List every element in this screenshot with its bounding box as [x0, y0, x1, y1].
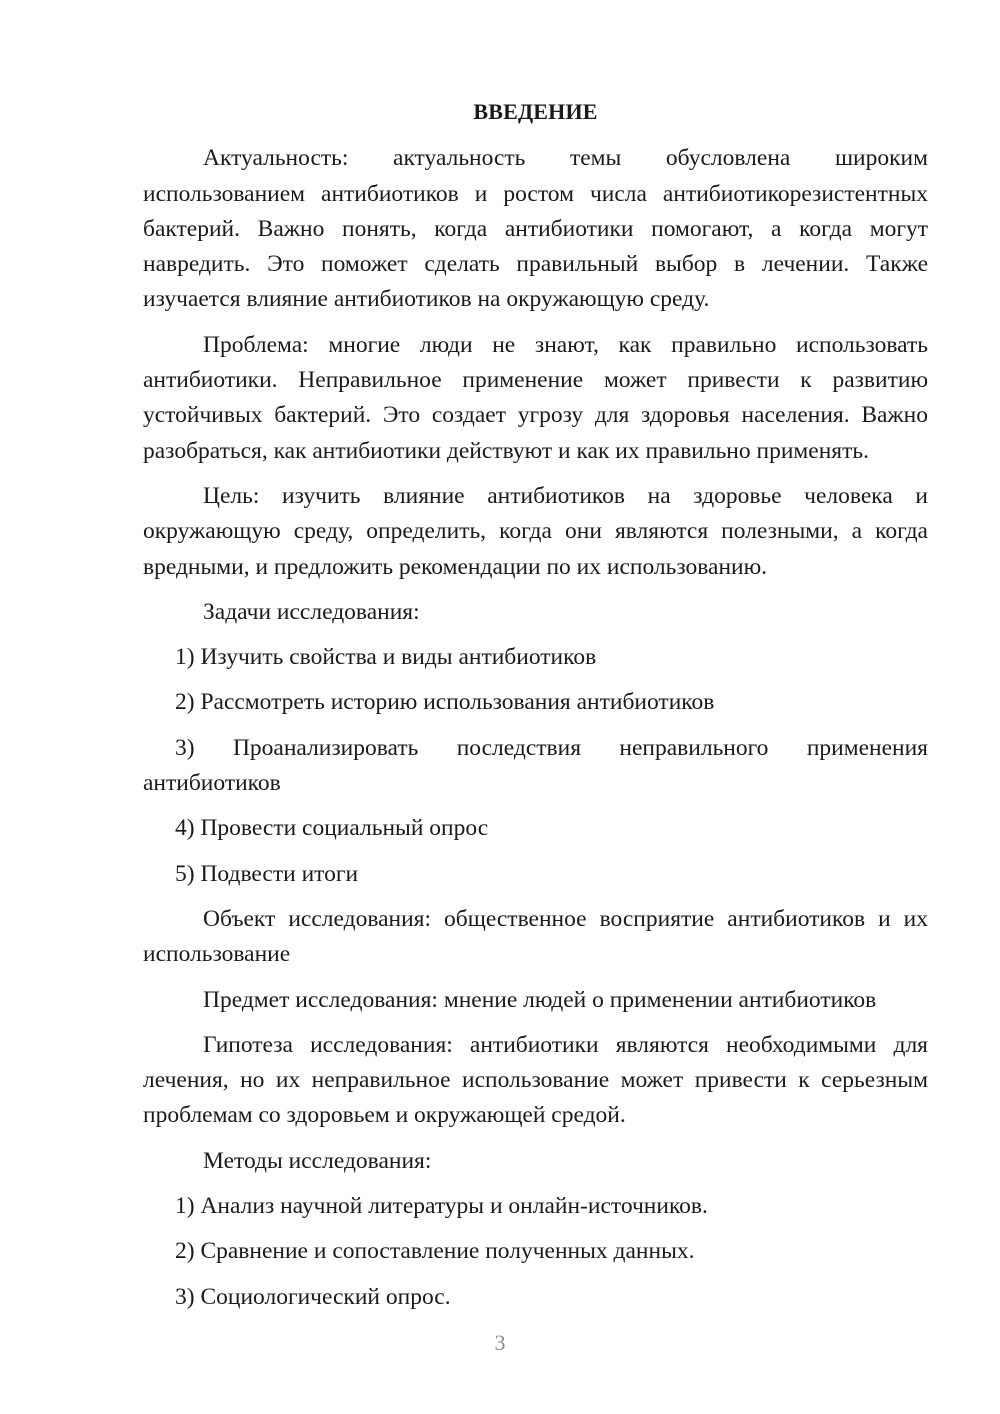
problem-paragraph: Проблема: многие люди не знают, как правильно использовать антибиотики. Неправильное применение может привести к развитию устойчивых бактерий. Это создает угрозу для здоровья населения. Важно разобраться, как антибиотики действуют и как их правильно применять.: [143, 331, 928, 464]
relevance-paragraph: Актуальность: актуальность темы обусловлена широким использованием антибиотиков и ростом числа антибиотикорезистентных бактерий. Важно понять, когда антибиотики помогают, а когда могут навредить. Это поможет сделать правильный выбор в лечении. Также изучается влияние антибиотиков на окружающую среду.: [143, 145, 928, 313]
task-item: 3) Проанализировать последствия неправильного применения антибиотиков: [143, 734, 928, 797]
methods-heading: Методы исследования:: [203, 1147, 432, 1174]
task-item: 1) Изучить свойства и виды антибиотиков: [175, 644, 597, 671]
document-body: [143, 94, 928, 1325]
hypothesis-paragraph: Гипотеза исследования: антибиотики являются необходимыми для лечения, но их неправильное использование может привести к серьезным проблемам со здоровьем и окружающей средой.: [143, 1031, 928, 1129]
task-item: 5) Подвести итоги: [175, 860, 359, 887]
task-item: 4) Провести социальный опрос: [175, 815, 489, 842]
section-title: ВВЕДЕНИЕ: [473, 99, 598, 124]
page-number: 3: [494, 1330, 506, 1355]
method-item: 1) Анализ научной литературы и онлайн-источников.: [175, 1193, 708, 1220]
object-paragraph: Объект исследования: общественное восприятие антибиотиков и их использование: [143, 905, 928, 968]
goal-paragraph: Цель: изучить влияние антибиотиков на здоровье человека и окружающую среду, определить, когда они являются полезными, а когда вредными, и предложить рекомендации по их использованию.: [143, 482, 928, 580]
task-item: 2) Рассмотреть историю использования антибиотиков: [175, 689, 715, 716]
subject-paragraph: Предмет исследования: мнение людей о применении антибиотиков: [203, 986, 877, 1013]
method-item: 2) Сравнение и сопоставление полученных данных.: [175, 1238, 695, 1265]
tasks-heading: Задачи исследования:: [203, 598, 420, 625]
method-item: 3) Социологический опрос.: [175, 1283, 451, 1310]
